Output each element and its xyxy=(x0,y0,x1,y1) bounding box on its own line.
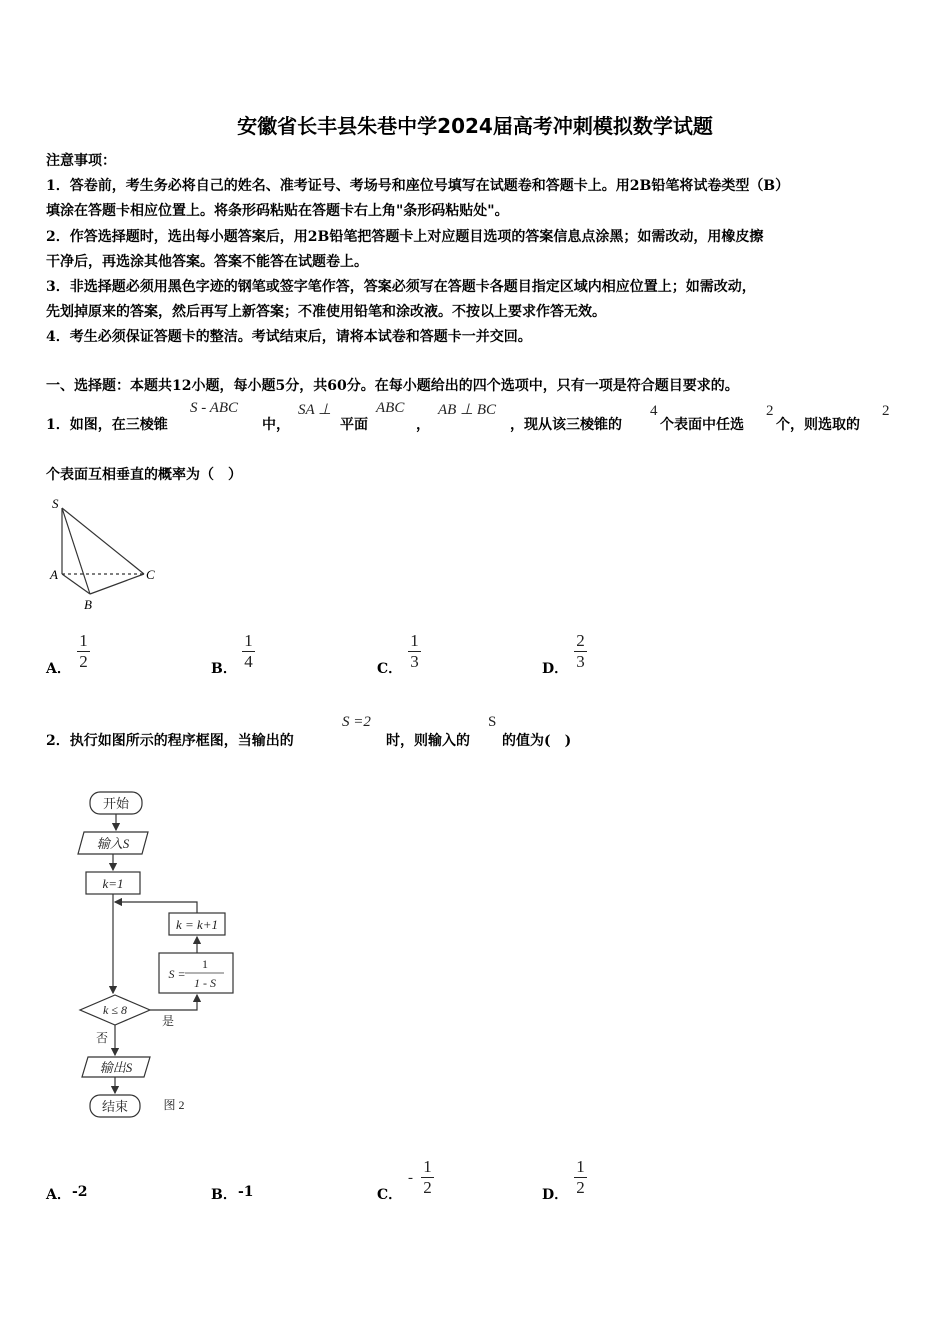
notice-line-4: 干净后，再选涂其他答案。答案不能答在试题卷上。 xyxy=(46,254,368,270)
start-label: 开始 xyxy=(102,796,130,811)
q2-math-1: S =2 xyxy=(342,714,371,730)
q1-num-3: 2 xyxy=(882,403,890,419)
fraction-denominator: 2 xyxy=(576,1178,585,1197)
init-label: k=1 xyxy=(102,876,124,891)
label-s: S xyxy=(52,496,59,511)
page-title: 安徽省长丰县朱巷中学2024届高考冲刺模拟数学试题 xyxy=(237,114,713,138)
fraction-denominator: 2 xyxy=(423,1178,432,1197)
fraction-numerator: 1 xyxy=(576,1157,585,1176)
q1-num-2: 2 xyxy=(766,403,774,419)
notice-line-1: 1．答卷前，考生务必将自己的姓名、准考证号、考场号和座位号填写在试题卷和答题卡上。用2B铅笔将试卷类型（B） xyxy=(46,178,790,194)
fraction-denominator: 2 xyxy=(79,652,88,671)
q1-option-d-fraction xyxy=(574,632,587,671)
q1-option-a-label: A． xyxy=(46,661,71,677)
q2-option-d-label: D． xyxy=(542,1187,569,1203)
q1-text-5: ，现从该三棱锥的 xyxy=(510,417,622,433)
q1-option-b-label: B． xyxy=(211,661,237,677)
notice-line-3: 2．作答选择题时，选出每小题答案后，用2B铅笔把答题卡上对应题目选项的答案信息点涂黑；如需改动，用橡皮擦 xyxy=(46,229,764,245)
notice-line-6: 先划掉原来的答案，然后再写上新答案；不准使用铅笔和涂改液。不按以上要求作答无效。 xyxy=(46,304,606,320)
assign-numerator: 1 xyxy=(202,957,208,971)
fraction-denominator: 3 xyxy=(410,652,419,671)
pyramid-figure xyxy=(40,490,170,615)
q1-text-2: 中， xyxy=(262,417,290,433)
q1-math-2: SA ⊥ xyxy=(298,402,332,418)
no-label: 否 xyxy=(95,1031,109,1045)
input-label: 输入S xyxy=(96,836,130,851)
q2-text-1: 2．执行如图所示的程序框图，当输出的 xyxy=(46,733,294,749)
q1-text-line2: 个表面互相垂直的概率为（ ） xyxy=(46,467,242,483)
q1-option-d-label: D． xyxy=(542,661,569,677)
q2-option-c-sign: - xyxy=(408,1170,413,1186)
fraction-numerator: 1 xyxy=(79,631,88,650)
notice-heading: 注意事项： xyxy=(46,153,116,169)
arrow-cond-assign xyxy=(150,995,197,1010)
yes-label: 是 xyxy=(161,1014,175,1028)
notice-line-7: 4．考生必须保证答题卡的整洁。考试结束后，请将本试卷和答题卡一并交回。 xyxy=(46,329,532,345)
q1-text-4: ， xyxy=(416,417,430,433)
condition-label: k ≤ 8 xyxy=(103,1003,127,1017)
flowchart-figure xyxy=(70,780,270,1125)
fraction-numerator: 2 xyxy=(576,631,585,650)
notice-line-2: 填涂在答题卡相应位置上。将条形码粘贴在答题卡右上角"条形码粘贴处"。 xyxy=(46,203,509,219)
q1-math-4: AB ⊥ BC xyxy=(438,402,497,418)
edge-sc xyxy=(62,508,144,574)
figure-caption: 图 2 xyxy=(163,1098,185,1112)
increment-label: k = k+1 xyxy=(175,917,219,932)
label-a: A xyxy=(50,567,58,582)
q2-option-b-label: B． xyxy=(211,1187,237,1203)
q1-math-1: S - ABC xyxy=(190,400,239,416)
q2-option-c-fraction xyxy=(421,1158,434,1197)
output-label: 输出S xyxy=(99,1060,133,1075)
q2-option-d-fraction xyxy=(574,1158,587,1197)
q1-option-c-fraction xyxy=(408,632,421,671)
label-b: B xyxy=(84,597,92,612)
fraction-denominator: 4 xyxy=(244,652,253,671)
assign-denominator: 1 - S xyxy=(194,976,216,990)
q2-option-a-value: -2 xyxy=(72,1184,88,1200)
fraction-numerator: 1 xyxy=(410,631,419,650)
fraction-numerator: 1 xyxy=(244,631,253,650)
q1-text-7: 个，则选取的 xyxy=(776,417,860,433)
edge-bc xyxy=(90,574,144,594)
section-heading: 一、选择题：本题共12小题，每小题5分，共60分。在每小题给出的四个选项中，只有一项是符合题目要求的。 xyxy=(46,378,739,394)
assign-left-label: S = xyxy=(168,967,186,981)
edge-ab xyxy=(62,574,90,594)
q2-text-3: 的值为( ) xyxy=(502,733,572,749)
notice-line-5: 3．非选择题必须用黑色字迹的钢笔或签字笔作答，答案必须写在答题卡各题目指定区域内相应位置上；如需改动， xyxy=(46,279,756,295)
q1-text-3: 平面 xyxy=(340,417,368,433)
arrow-loop-back xyxy=(115,902,197,913)
q2-text-2: 时，则输入的 xyxy=(386,733,470,749)
q2-option-b-value: -1 xyxy=(238,1184,254,1200)
fraction-denominator: 3 xyxy=(576,652,585,671)
q1-text-6: 个表面中任选 xyxy=(660,417,744,433)
q1-option-b-fraction xyxy=(242,632,255,671)
q2-option-c-label: C． xyxy=(377,1187,403,1203)
q2-math-2: S xyxy=(488,714,497,730)
label-c: C xyxy=(146,567,155,582)
q1-option-a-fraction xyxy=(77,632,90,671)
end-label: 结束 xyxy=(101,1099,129,1114)
q1-num-1: 4 xyxy=(650,403,658,419)
q2-option-a-label: A． xyxy=(46,1187,71,1203)
edge-sb xyxy=(62,508,90,594)
q1-option-c-label: C． xyxy=(377,661,403,677)
fraction-numerator: 1 xyxy=(423,1157,432,1176)
q1-math-3: ABC xyxy=(376,400,405,416)
q1-text-1: 1．如图，在三棱锥 xyxy=(46,417,168,433)
